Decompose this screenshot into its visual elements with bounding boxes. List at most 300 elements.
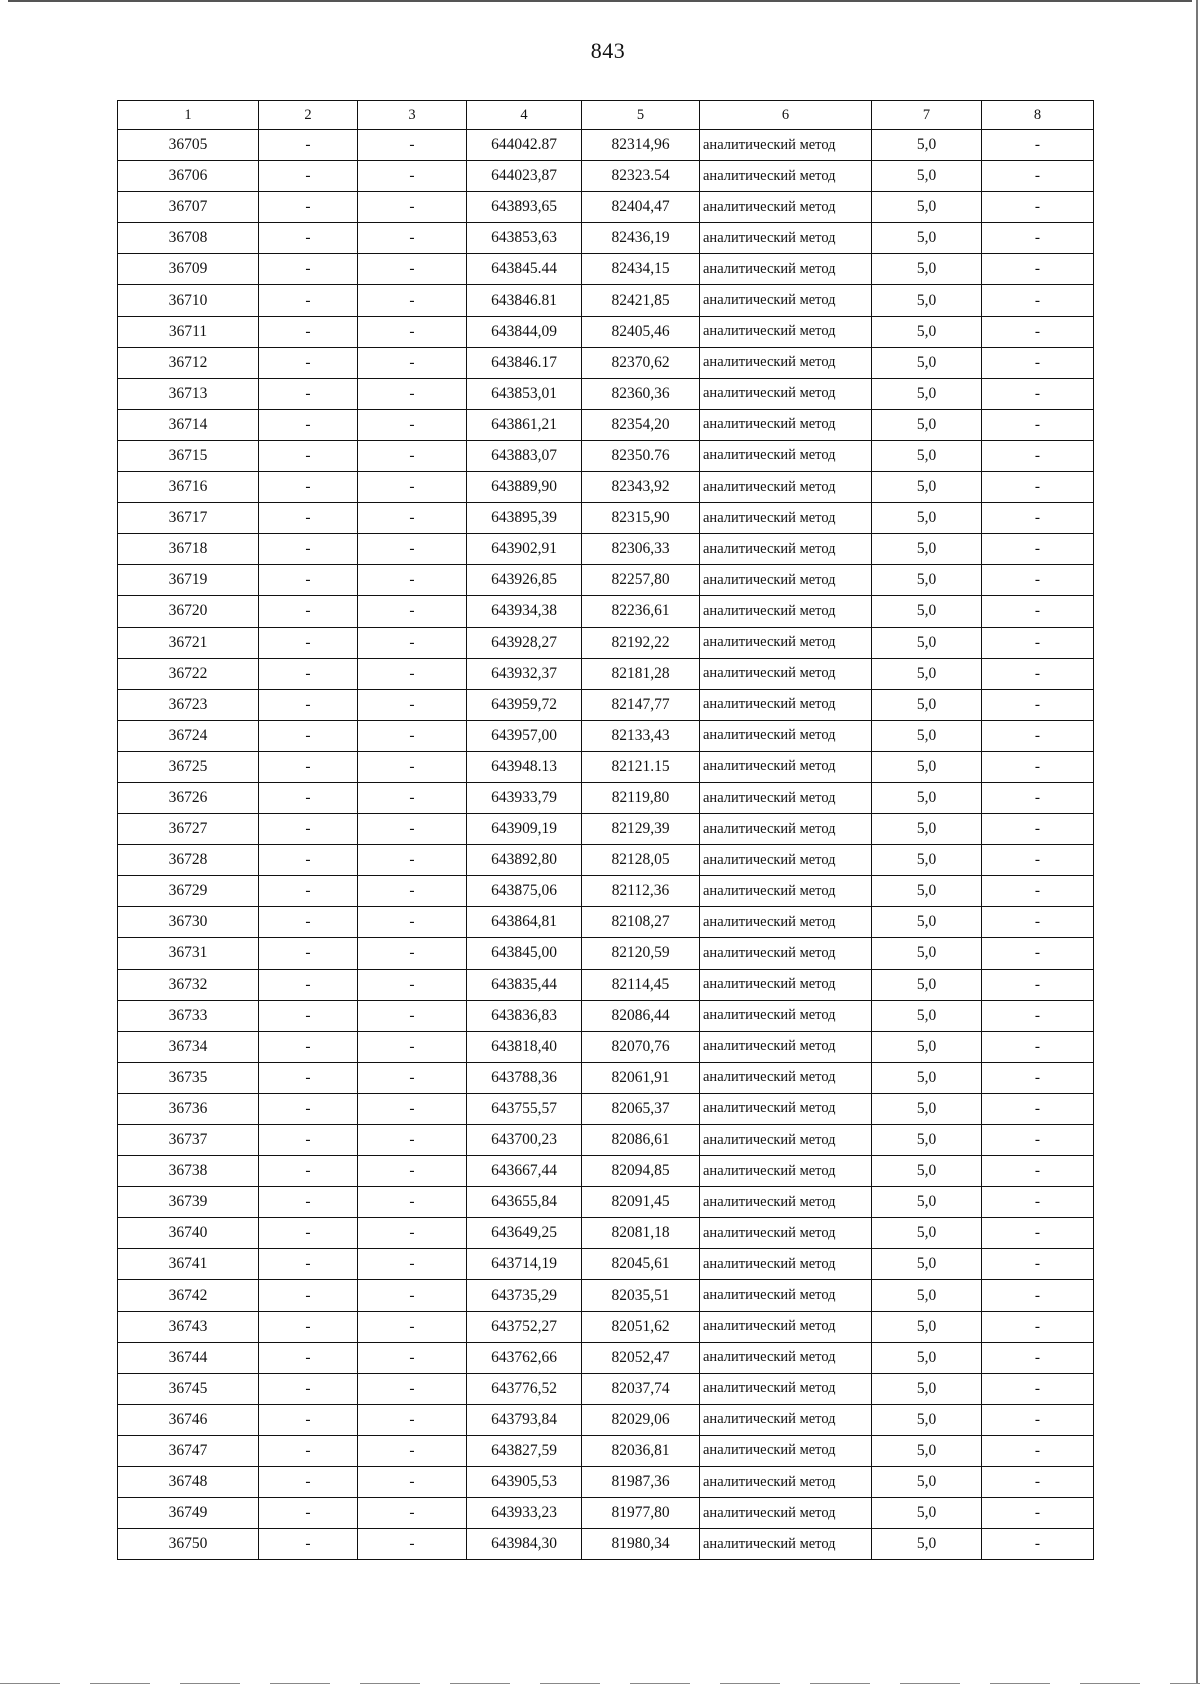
page-number: 843 xyxy=(590,38,626,63)
column-2-value: - xyxy=(259,254,358,285)
accuracy-value: 5,0 xyxy=(872,907,982,938)
point-number: 36739 xyxy=(118,1187,259,1218)
column-3-value: - xyxy=(358,409,467,440)
column-3-value: - xyxy=(358,969,467,1000)
column-8-value: - xyxy=(982,1125,1094,1156)
coordinate-x: 643933,79 xyxy=(467,782,582,813)
coordinate-y: 81977,80 xyxy=(582,1498,700,1529)
column-8-value: - xyxy=(982,1467,1094,1498)
coordinate-y: 82350.76 xyxy=(582,440,700,471)
determination-method: аналитический метод xyxy=(700,503,872,534)
determination-method: аналитический метод xyxy=(700,161,872,192)
determination-method: аналитический метод xyxy=(700,534,872,565)
column-header: 5 xyxy=(582,101,700,130)
coordinate-y: 82181,28 xyxy=(582,658,700,689)
accuracy-value: 5,0 xyxy=(872,938,982,969)
point-number: 36710 xyxy=(118,285,259,316)
column-8-value: - xyxy=(982,285,1094,316)
accuracy-value: 5,0 xyxy=(872,285,982,316)
column-8-value: - xyxy=(982,223,1094,254)
determination-method: аналитический метод xyxy=(700,1342,872,1373)
coordinate-x: 643755,57 xyxy=(467,1093,582,1124)
table-row xyxy=(118,1031,1094,1062)
column-8-value: - xyxy=(982,1249,1094,1280)
accuracy-value: 5,0 xyxy=(872,1498,982,1529)
point-number: 36740 xyxy=(118,1218,259,1249)
point-number: 36744 xyxy=(118,1342,259,1373)
column-2-value: - xyxy=(259,596,358,627)
point-number: 36749 xyxy=(118,1498,259,1529)
determination-method: аналитический метод xyxy=(700,658,872,689)
accuracy-value: 5,0 xyxy=(872,223,982,254)
accuracy-value: 5,0 xyxy=(872,161,982,192)
accuracy-value: 5,0 xyxy=(872,192,982,223)
determination-method: аналитический метод xyxy=(700,782,872,813)
point-number: 36716 xyxy=(118,472,259,503)
table-body xyxy=(118,130,1094,1560)
column-header: 3 xyxy=(358,101,467,130)
point-number: 36731 xyxy=(118,938,259,969)
column-2-value: - xyxy=(259,503,358,534)
column-2-value: - xyxy=(259,627,358,658)
coordinate-x: 643655,84 xyxy=(467,1187,582,1218)
coordinate-y: 82323.54 xyxy=(582,161,700,192)
column-8-value: - xyxy=(982,1342,1094,1373)
column-3-value: - xyxy=(358,814,467,845)
column-3-value: - xyxy=(358,1000,467,1031)
accuracy-value: 5,0 xyxy=(872,1031,982,1062)
column-3-value: - xyxy=(358,1373,467,1404)
table-row xyxy=(118,472,1094,503)
accuracy-value: 5,0 xyxy=(872,1062,982,1093)
determination-method: аналитический метод xyxy=(700,689,872,720)
coordinate-y: 82343,92 xyxy=(582,472,700,503)
column-3-value: - xyxy=(358,720,467,751)
table-row xyxy=(118,1373,1094,1404)
column-3-value: - xyxy=(358,1342,467,1373)
point-number: 36725 xyxy=(118,751,259,782)
table-row xyxy=(118,751,1094,782)
determination-method: аналитический метод xyxy=(700,130,872,161)
coordinate-x: 643928,27 xyxy=(467,627,582,658)
column-8-value: - xyxy=(982,1062,1094,1093)
coordinate-x: 643845.44 xyxy=(467,254,582,285)
column-2-value: - xyxy=(259,285,358,316)
column-8-value: - xyxy=(982,534,1094,565)
column-3-value: - xyxy=(358,596,467,627)
accuracy-value: 5,0 xyxy=(872,1404,982,1435)
column-3-value: - xyxy=(358,658,467,689)
table-row xyxy=(118,1342,1094,1373)
table-row xyxy=(118,1093,1094,1124)
coordinate-x: 643948.13 xyxy=(467,751,582,782)
coordinates-table xyxy=(117,100,1094,1560)
column-2-value: - xyxy=(259,1031,358,1062)
accuracy-value: 5,0 xyxy=(872,503,982,534)
column-8-value: - xyxy=(982,1093,1094,1124)
table-row xyxy=(118,1311,1094,1342)
coordinate-x: 643892,80 xyxy=(467,845,582,876)
coordinate-x: 643853,01 xyxy=(467,378,582,409)
table-row xyxy=(118,969,1094,1000)
coordinate-y: 82065,37 xyxy=(582,1093,700,1124)
accuracy-value: 5,0 xyxy=(872,876,982,907)
coordinate-y: 82061,91 xyxy=(582,1062,700,1093)
coordinate-x: 643959,72 xyxy=(467,689,582,720)
column-3-value: - xyxy=(358,472,467,503)
column-2-value: - xyxy=(259,161,358,192)
column-2-value: - xyxy=(259,378,358,409)
column-8-value: - xyxy=(982,1031,1094,1062)
column-8-value: - xyxy=(982,1529,1094,1560)
point-number: 36706 xyxy=(118,161,259,192)
column-2-value: - xyxy=(259,565,358,596)
coordinate-y: 81987,36 xyxy=(582,1467,700,1498)
coordinate-y: 82315,90 xyxy=(582,503,700,534)
point-number: 36713 xyxy=(118,378,259,409)
coordinate-y: 82147,77 xyxy=(582,689,700,720)
point-number: 36711 xyxy=(118,316,259,347)
column-2-value: - xyxy=(259,658,358,689)
table-row xyxy=(118,285,1094,316)
point-number: 36729 xyxy=(118,876,259,907)
accuracy-value: 5,0 xyxy=(872,472,982,503)
column-8-value: - xyxy=(982,316,1094,347)
column-header: 8 xyxy=(982,101,1094,130)
table-row xyxy=(118,814,1094,845)
determination-method: аналитический метод xyxy=(700,1373,872,1404)
table-header-row xyxy=(118,101,1094,130)
point-number: 36737 xyxy=(118,1125,259,1156)
column-8-value: - xyxy=(982,1311,1094,1342)
coordinate-y: 82091,45 xyxy=(582,1187,700,1218)
column-3-value: - xyxy=(358,938,467,969)
column-2-value: - xyxy=(259,1249,358,1280)
point-number: 36750 xyxy=(118,1529,259,1560)
coordinate-x: 643933,23 xyxy=(467,1498,582,1529)
table-row xyxy=(118,689,1094,720)
accuracy-value: 5,0 xyxy=(872,1093,982,1124)
determination-method: аналитический метод xyxy=(700,1249,872,1280)
column-8-value: - xyxy=(982,596,1094,627)
table-row xyxy=(118,1156,1094,1187)
accuracy-value: 5,0 xyxy=(872,782,982,813)
coordinate-y: 82036,81 xyxy=(582,1435,700,1466)
coordinate-y: 82037,74 xyxy=(582,1373,700,1404)
column-8-value: - xyxy=(982,192,1094,223)
column-2-value: - xyxy=(259,1373,358,1404)
column-2-value: - xyxy=(259,907,358,938)
coordinate-x: 643853,63 xyxy=(467,223,582,254)
point-number: 36720 xyxy=(118,596,259,627)
determination-method: аналитический метод xyxy=(700,720,872,751)
determination-method: аналитический метод xyxy=(700,1187,872,1218)
column-3-value: - xyxy=(358,1498,467,1529)
column-3-value: - xyxy=(358,845,467,876)
table-row xyxy=(118,876,1094,907)
column-2-value: - xyxy=(259,223,358,254)
coordinate-y: 82236,61 xyxy=(582,596,700,627)
table-row xyxy=(118,1498,1094,1529)
column-3-value: - xyxy=(358,689,467,720)
column-2-value: - xyxy=(259,472,358,503)
accuracy-value: 5,0 xyxy=(872,534,982,565)
table-row xyxy=(118,596,1094,627)
column-2-value: - xyxy=(259,130,358,161)
accuracy-value: 5,0 xyxy=(872,814,982,845)
point-number: 36730 xyxy=(118,907,259,938)
coordinate-x: 643875,06 xyxy=(467,876,582,907)
accuracy-value: 5,0 xyxy=(872,1218,982,1249)
column-2-value: - xyxy=(259,1311,358,1342)
determination-method: аналитический метод xyxy=(700,596,872,627)
table-row xyxy=(118,409,1094,440)
determination-method: аналитический метод xyxy=(700,472,872,503)
determination-method: аналитический метод xyxy=(700,440,872,471)
accuracy-value: 5,0 xyxy=(872,1000,982,1031)
coordinate-y: 82314,96 xyxy=(582,130,700,161)
determination-method: аналитический метод xyxy=(700,814,872,845)
column-3-value: - xyxy=(358,1404,467,1435)
coordinate-x: 643827,59 xyxy=(467,1435,582,1466)
table-row xyxy=(118,316,1094,347)
column-3-value: - xyxy=(358,378,467,409)
determination-method: аналитический метод xyxy=(700,938,872,969)
point-number: 36709 xyxy=(118,254,259,285)
determination-method: аналитический метод xyxy=(700,1031,872,1062)
table-row xyxy=(118,347,1094,378)
point-number: 36724 xyxy=(118,720,259,751)
coordinate-x: 643793,84 xyxy=(467,1404,582,1435)
determination-method: аналитический метод xyxy=(700,1404,872,1435)
column-3-value: - xyxy=(358,565,467,596)
coordinate-x: 643864,81 xyxy=(467,907,582,938)
coordinate-x: 643909,19 xyxy=(467,814,582,845)
column-2-value: - xyxy=(259,1435,358,1466)
accuracy-value: 5,0 xyxy=(872,596,982,627)
column-2-value: - xyxy=(259,440,358,471)
determination-method: аналитический метод xyxy=(700,1218,872,1249)
column-8-value: - xyxy=(982,845,1094,876)
column-2-value: - xyxy=(259,1342,358,1373)
column-2-value: - xyxy=(259,1280,358,1311)
column-2-value: - xyxy=(259,938,358,969)
column-2-value: - xyxy=(259,1093,358,1124)
coordinate-x: 643735,29 xyxy=(467,1280,582,1311)
column-8-value: - xyxy=(982,347,1094,378)
point-number: 36738 xyxy=(118,1156,259,1187)
column-8-value: - xyxy=(982,1187,1094,1218)
column-header: 4 xyxy=(467,101,582,130)
column-2-value: - xyxy=(259,1156,358,1187)
point-number: 36712 xyxy=(118,347,259,378)
column-8-value: - xyxy=(982,1498,1094,1529)
column-8-value: - xyxy=(982,751,1094,782)
accuracy-value: 5,0 xyxy=(872,409,982,440)
coordinate-x: 643667,44 xyxy=(467,1156,582,1187)
column-2-value: - xyxy=(259,1467,358,1498)
column-2-value: - xyxy=(259,1498,358,1529)
coordinate-x: 643788,36 xyxy=(467,1062,582,1093)
accuracy-value: 5,0 xyxy=(872,1467,982,1498)
point-number: 36726 xyxy=(118,782,259,813)
table-row xyxy=(118,1187,1094,1218)
table-row xyxy=(118,782,1094,813)
column-2-value: - xyxy=(259,969,358,1000)
determination-method: аналитический метод xyxy=(700,378,872,409)
determination-method: аналитический метод xyxy=(700,285,872,316)
coordinate-y: 82112,36 xyxy=(582,876,700,907)
column-2-value: - xyxy=(259,1529,358,1560)
column-8-value: - xyxy=(982,814,1094,845)
accuracy-value: 5,0 xyxy=(872,1156,982,1187)
coordinate-y: 82421,85 xyxy=(582,285,700,316)
accuracy-value: 5,0 xyxy=(872,1529,982,1560)
column-8-value: - xyxy=(982,378,1094,409)
column-8-value: - xyxy=(982,1373,1094,1404)
table-row xyxy=(118,1404,1094,1435)
coordinate-y: 82035,51 xyxy=(582,1280,700,1311)
column-3-value: - xyxy=(358,1156,467,1187)
table-row xyxy=(118,565,1094,596)
table-row xyxy=(118,627,1094,658)
point-number: 36741 xyxy=(118,1249,259,1280)
column-2-value: - xyxy=(259,689,358,720)
accuracy-value: 5,0 xyxy=(872,720,982,751)
column-2-value: - xyxy=(259,347,358,378)
determination-method: аналитический метод xyxy=(700,845,872,876)
coordinate-x: 643889,90 xyxy=(467,472,582,503)
coordinate-x: 643844,09 xyxy=(467,316,582,347)
coordinate-y: 82119,80 xyxy=(582,782,700,813)
coordinate-x: 644023,87 xyxy=(467,161,582,192)
point-number: 36705 xyxy=(118,130,259,161)
accuracy-value: 5,0 xyxy=(872,1125,982,1156)
column-8-value: - xyxy=(982,254,1094,285)
point-number: 36743 xyxy=(118,1311,259,1342)
coordinate-x: 643932,37 xyxy=(467,658,582,689)
column-3-value: - xyxy=(358,347,467,378)
accuracy-value: 5,0 xyxy=(872,130,982,161)
point-number: 36728 xyxy=(118,845,259,876)
column-3-value: - xyxy=(358,1031,467,1062)
point-number: 36727 xyxy=(118,814,259,845)
column-3-value: - xyxy=(358,1249,467,1280)
column-3-value: - xyxy=(358,627,467,658)
column-header: 6 xyxy=(700,101,872,130)
column-8-value: - xyxy=(982,1435,1094,1466)
coordinate-y: 82360,36 xyxy=(582,378,700,409)
column-3-value: - xyxy=(358,1311,467,1342)
column-3-value: - xyxy=(358,1529,467,1560)
determination-method: аналитический метод xyxy=(700,1435,872,1466)
column-2-value: - xyxy=(259,814,358,845)
accuracy-value: 5,0 xyxy=(872,347,982,378)
column-header: 2 xyxy=(259,101,358,130)
column-8-value: - xyxy=(982,876,1094,907)
coordinate-x: 643836,83 xyxy=(467,1000,582,1031)
coordinate-y: 82114,45 xyxy=(582,969,700,1000)
coordinate-x: 643883,07 xyxy=(467,440,582,471)
table-row xyxy=(118,1218,1094,1249)
table-row xyxy=(118,1062,1094,1093)
column-3-value: - xyxy=(358,782,467,813)
accuracy-value: 5,0 xyxy=(872,845,982,876)
column-2-value: - xyxy=(259,720,358,751)
table-row xyxy=(118,223,1094,254)
table-row xyxy=(118,938,1094,969)
coordinate-x: 643752,27 xyxy=(467,1311,582,1342)
determination-method: аналитический метод xyxy=(700,627,872,658)
coordinate-y: 82370,62 xyxy=(582,347,700,378)
coordinate-y: 82405,46 xyxy=(582,316,700,347)
coordinate-y: 82108,27 xyxy=(582,907,700,938)
table-row xyxy=(118,254,1094,285)
determination-method: аналитический метод xyxy=(700,1000,872,1031)
determination-method: аналитический метод xyxy=(700,876,872,907)
coordinate-x: 643846.81 xyxy=(467,285,582,316)
column-3-value: - xyxy=(358,254,467,285)
coordinate-y: 82354,20 xyxy=(582,409,700,440)
column-2-value: - xyxy=(259,192,358,223)
point-number: 36748 xyxy=(118,1467,259,1498)
coordinate-x: 643762,66 xyxy=(467,1342,582,1373)
coordinate-x: 643649,25 xyxy=(467,1218,582,1249)
column-2-value: - xyxy=(259,534,358,565)
table-row xyxy=(118,1467,1094,1498)
coordinate-y: 82404,47 xyxy=(582,192,700,223)
scan-edge-right xyxy=(1196,0,1198,1684)
column-8-value: - xyxy=(982,565,1094,596)
column-8-value: - xyxy=(982,472,1094,503)
coordinate-x: 643893,65 xyxy=(467,192,582,223)
accuracy-value: 5,0 xyxy=(872,440,982,471)
column-3-value: - xyxy=(358,751,467,782)
coordinate-x: 643776,52 xyxy=(467,1373,582,1404)
point-number: 36717 xyxy=(118,503,259,534)
column-3-value: - xyxy=(358,192,467,223)
coordinate-y: 82081,18 xyxy=(582,1218,700,1249)
point-number: 36715 xyxy=(118,440,259,471)
determination-method: аналитический метод xyxy=(700,1498,872,1529)
table-row xyxy=(118,720,1094,751)
table-row xyxy=(118,845,1094,876)
coordinate-y: 82086,44 xyxy=(582,1000,700,1031)
coordinate-x: 643835,44 xyxy=(467,969,582,1000)
accuracy-value: 5,0 xyxy=(872,1311,982,1342)
column-8-value: - xyxy=(982,1218,1094,1249)
table-row xyxy=(118,1435,1094,1466)
column-3-value: - xyxy=(358,1187,467,1218)
column-8-value: - xyxy=(982,1156,1094,1187)
coordinate-x: 643984,30 xyxy=(467,1529,582,1560)
coordinate-y: 82070,76 xyxy=(582,1031,700,1062)
coordinate-y: 82086,61 xyxy=(582,1125,700,1156)
coordinate-y: 82045,61 xyxy=(582,1249,700,1280)
accuracy-value: 5,0 xyxy=(872,1342,982,1373)
accuracy-value: 5,0 xyxy=(872,1373,982,1404)
column-8-value: - xyxy=(982,409,1094,440)
column-8-value: - xyxy=(982,440,1094,471)
coordinate-y: 82094,85 xyxy=(582,1156,700,1187)
column-8-value: - xyxy=(982,1000,1094,1031)
point-number: 36734 xyxy=(118,1031,259,1062)
determination-method: аналитический метод xyxy=(700,1062,872,1093)
accuracy-value: 5,0 xyxy=(872,254,982,285)
point-number: 36732 xyxy=(118,969,259,1000)
column-8-value: - xyxy=(982,658,1094,689)
column-8-value: - xyxy=(982,720,1094,751)
